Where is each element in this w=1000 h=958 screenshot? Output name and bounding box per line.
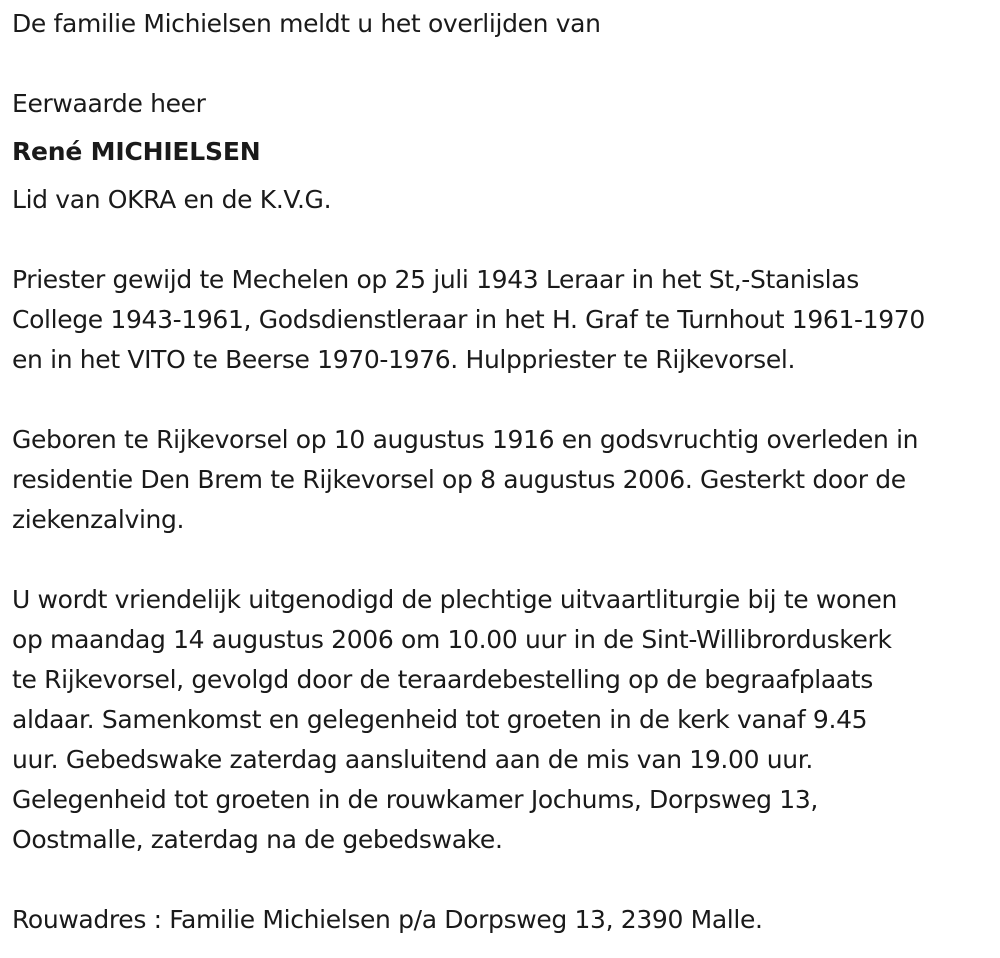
- funeral-line: aldaar. Samenkomst en gelegenheid tot groeten in de kerk vanaf 9.45: [12, 705, 868, 734]
- spacer: [12, 380, 992, 420]
- life-line: ziekenzalving.: [12, 505, 185, 534]
- intro-line: De familie Michielsen meldt u het overlijden van: [12, 9, 601, 38]
- career-paragraph: [12, 260, 992, 380]
- deceased-name: René MICHIELSEN: [12, 137, 261, 166]
- funeral-line: Oostmalle, zaterdag na de gebedswake.: [12, 825, 503, 854]
- mourning-address: Rouwadres : Familie Michielsen p/a Dorpsweg 13, 2390 Malle.: [12, 905, 763, 934]
- career-line: Priester gewijd te Mechelen op 25 juli 1943 Leraar in het St,-Stanislas: [12, 265, 859, 294]
- funeral-line: op maandag 14 augustus 2006 om 10.00 uur in de Sint-Willibrorduskerk: [12, 625, 892, 654]
- funeral-line: Gelegenheid tot groeten in de rouwkamer Jochums, Dorpsweg 13,: [12, 785, 818, 814]
- funeral-line: te Rijkevorsel, gevolgd door de teraardebestelling op de begraafplaats: [12, 665, 873, 694]
- career-line: College 1943-1961, Godsdienstleraar in het H. Graf te Turnhout 1961-1970: [12, 305, 925, 334]
- life-line: Geboren te Rijkevorsel op 10 augustus 1916 en godsvruchtig overleden in: [12, 425, 919, 454]
- honorific-title: Eerwaarde heer: [12, 89, 206, 118]
- life-paragraph: [12, 420, 992, 540]
- obituary-notice: [12, 4, 992, 940]
- career-line: en in het VITO te Beerse 1970-1976. Hulppriester te Rijkevorsel.: [12, 345, 796, 374]
- funeral-line: uur. Gebedswake zaterdag aansluitend aan de mis van 19.00 uur.: [12, 745, 813, 774]
- membership-line: Lid van OKRA en de K.V.G.: [12, 185, 332, 214]
- funeral-line: U wordt vriendelijk uitgenodigd de plechtige uitvaartliturgie bij te wonen: [12, 585, 897, 614]
- spacer: [12, 860, 992, 900]
- spacer: [12, 540, 992, 580]
- spacer: [12, 44, 992, 84]
- funeral-paragraph: [12, 580, 992, 860]
- spacer: [12, 220, 992, 260]
- life-line: residentie Den Brem te Rijkevorsel op 8 augustus 2006. Gesterkt door de: [12, 465, 906, 494]
